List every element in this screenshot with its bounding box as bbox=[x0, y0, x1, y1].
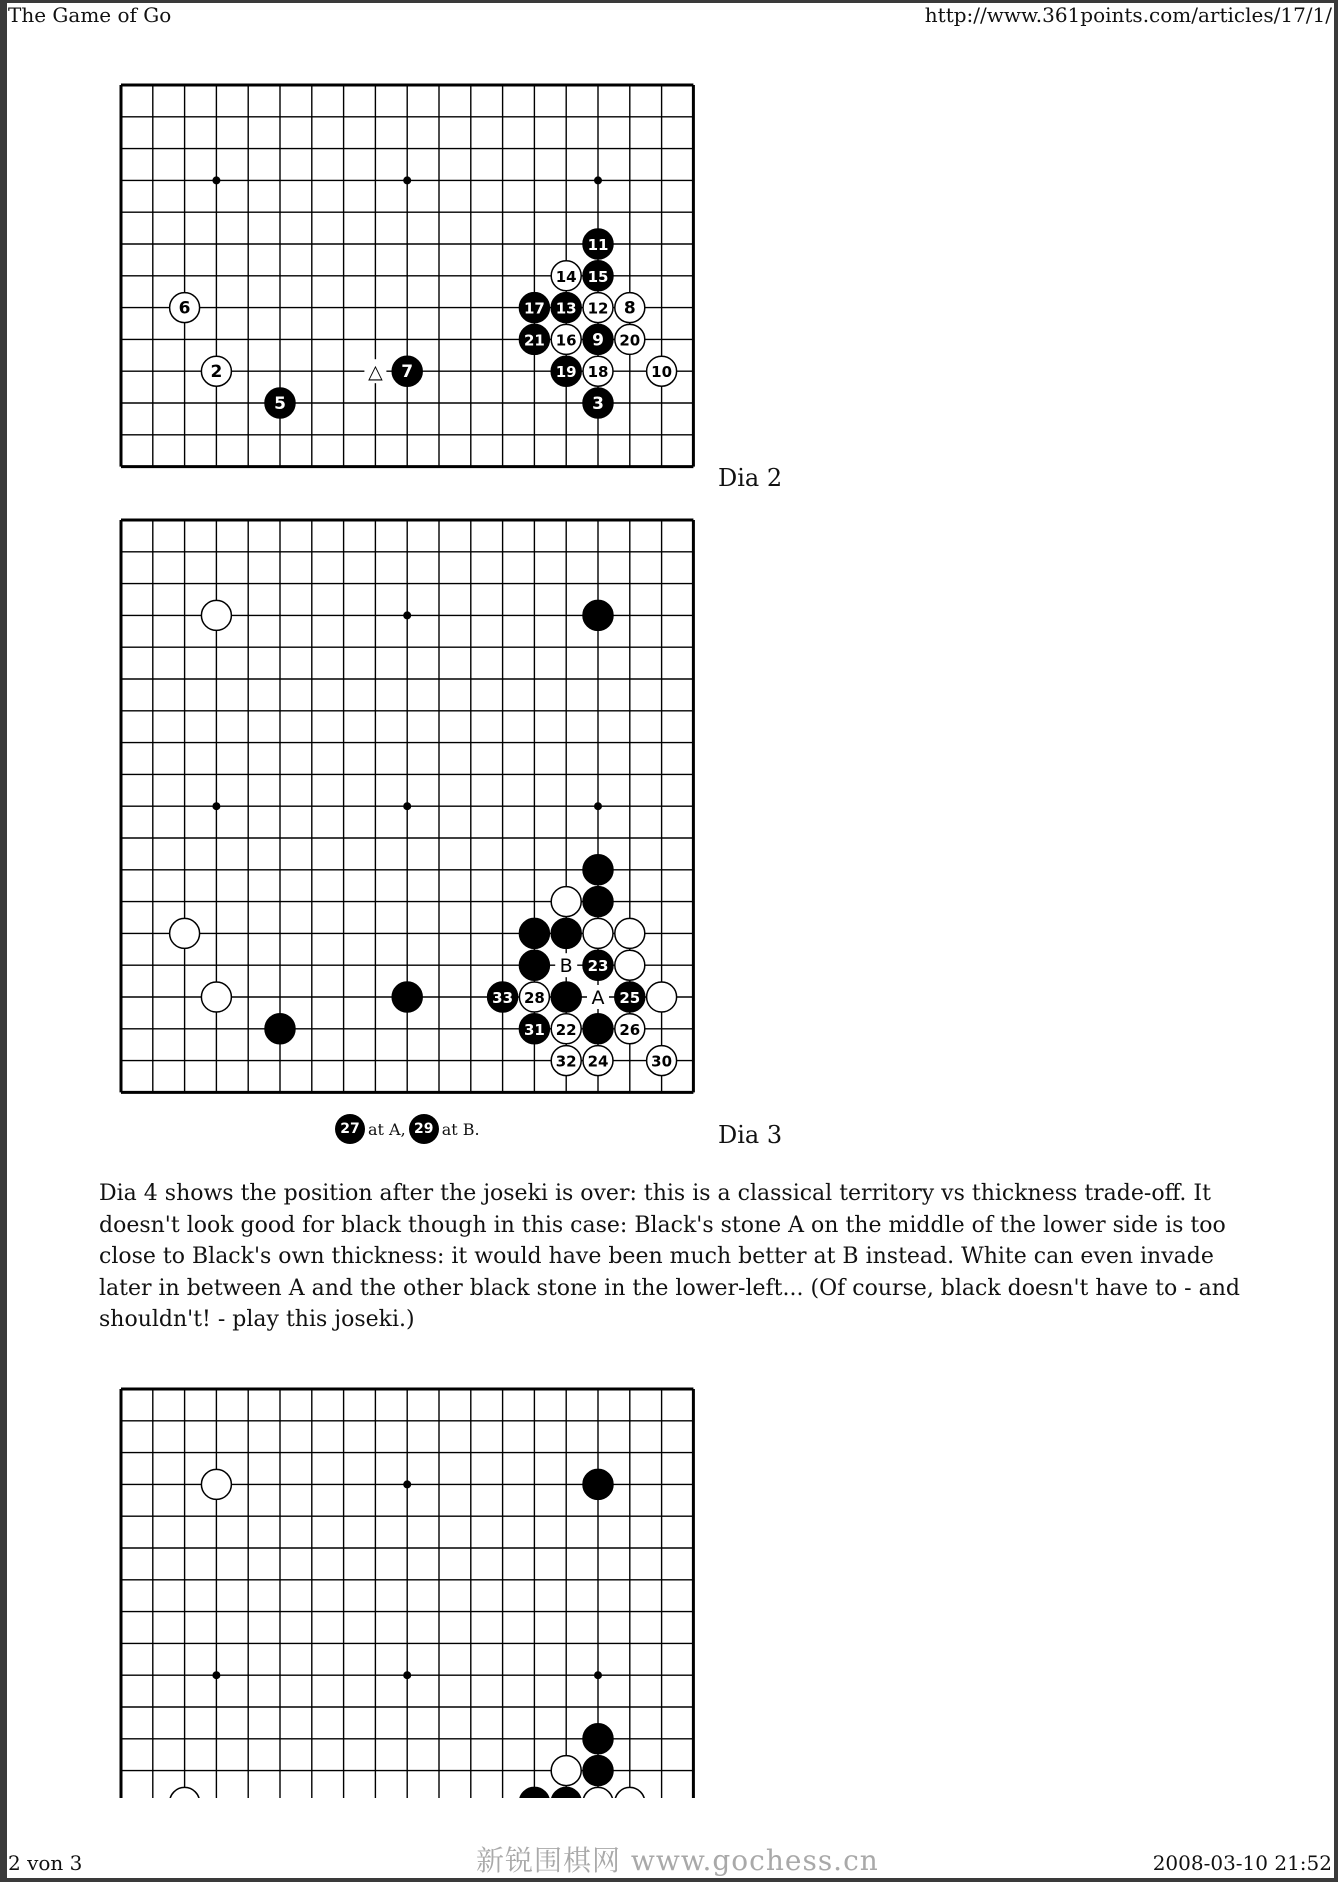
white-stone bbox=[583, 356, 613, 386]
move-number: 2 bbox=[210, 362, 223, 383]
hoshi-point bbox=[212, 802, 220, 810]
move-number: 3 bbox=[592, 394, 604, 414]
page-number: 2 von 3 bbox=[8, 1851, 83, 1875]
white-stone bbox=[583, 293, 613, 323]
body-paragraph: Dia 4 shows the position after the joseki is over: this is a classical territory vs thickness trade-off. It doesn't look good for black though in this case: Black's stone A on the middle of the lower side is too close to Black's own thickness: it would have been much better at B instead. White can even invade later in between A and the other black stone in the lower-left... (Of course, black doesn't have to - and shouldn't! - play this joseki.) bbox=[99, 1181, 1240, 1332]
white-stone bbox=[551, 324, 581, 354]
black-stone bbox=[583, 388, 613, 418]
white-stone bbox=[170, 1787, 200, 1798]
note-text: at B. bbox=[441, 1119, 480, 1139]
white-stone bbox=[647, 982, 677, 1012]
move-number: 28 bbox=[523, 989, 545, 1007]
black-stone bbox=[583, 1724, 613, 1754]
note-stone-black: 29 bbox=[409, 1114, 439, 1144]
move-note bbox=[335, 1114, 480, 1144]
move-number: 12 bbox=[587, 299, 609, 318]
move-number: 30 bbox=[651, 1052, 673, 1071]
black-stone bbox=[583, 1469, 613, 1499]
white-stone bbox=[201, 356, 231, 386]
black-stone bbox=[615, 982, 645, 1012]
hoshi-point bbox=[403, 611, 411, 619]
move-number: 24 bbox=[587, 1052, 609, 1071]
move-number: 19 bbox=[555, 363, 577, 382]
white-stone bbox=[583, 918, 613, 948]
white-stone bbox=[201, 600, 231, 630]
black-stone bbox=[551, 918, 581, 948]
white-stone bbox=[583, 1787, 613, 1798]
hoshi-point bbox=[403, 802, 411, 810]
hoshi-point bbox=[403, 1671, 411, 1679]
caption-dia3: Dia 3 bbox=[718, 1121, 783, 1149]
white-stone bbox=[615, 1014, 645, 1044]
hoshi-point bbox=[212, 176, 220, 184]
black-stone bbox=[519, 950, 549, 980]
hoshi-point bbox=[594, 802, 602, 810]
black-stone bbox=[583, 887, 613, 917]
white-stone bbox=[170, 918, 200, 948]
white-stone bbox=[201, 982, 231, 1012]
move-number: 32 bbox=[555, 1052, 577, 1071]
move-number: 14 bbox=[555, 267, 577, 286]
white-stone bbox=[170, 293, 200, 323]
move-number: 6 bbox=[178, 298, 191, 319]
white-stone bbox=[583, 1046, 613, 1076]
black-stone bbox=[583, 261, 613, 291]
move-number: 21 bbox=[523, 331, 545, 350]
white-stone bbox=[615, 1787, 645, 1798]
move-number: 5 bbox=[274, 394, 286, 414]
board-mark: A bbox=[591, 987, 605, 1009]
print-datetime: 2008-03-10 21:52 bbox=[1152, 1851, 1332, 1875]
hoshi-point bbox=[594, 1671, 602, 1679]
white-stone bbox=[551, 1756, 581, 1786]
page-title: The Game of Go bbox=[8, 3, 172, 27]
white-stone bbox=[647, 356, 677, 386]
black-stone bbox=[583, 229, 613, 259]
black-stone bbox=[488, 982, 518, 1012]
board-mark: B bbox=[559, 955, 573, 978]
white-stone bbox=[551, 1014, 581, 1044]
move-number: 18 bbox=[587, 363, 609, 382]
white-stone bbox=[647, 1046, 677, 1076]
watermark: 新锐围棋网 www.gochess.cn bbox=[476, 1844, 879, 1877]
move-number: 31 bbox=[523, 1020, 545, 1039]
black-stone bbox=[519, 293, 549, 323]
caption-dia2: Dia 2 bbox=[718, 464, 783, 492]
black-stone bbox=[583, 324, 613, 354]
move-number: 22 bbox=[555, 1020, 577, 1039]
move-number: 10 bbox=[651, 363, 673, 382]
black-stone bbox=[392, 356, 422, 386]
board-svg bbox=[118, 82, 696, 470]
white-stone bbox=[615, 324, 645, 354]
page-url[interactable]: http://www.361points.com/articles/17/1/ bbox=[924, 3, 1332, 27]
hoshi-point bbox=[403, 176, 411, 184]
move-number: 25 bbox=[619, 989, 641, 1007]
move-number: 23 bbox=[587, 957, 609, 976]
black-stone bbox=[519, 1787, 549, 1798]
black-stone bbox=[583, 950, 613, 980]
move-number: 16 bbox=[555, 331, 577, 350]
white-stone bbox=[201, 1469, 231, 1499]
black-stone bbox=[392, 982, 422, 1012]
hoshi-point bbox=[212, 1671, 220, 1679]
black-stone bbox=[583, 1756, 613, 1786]
black-stone bbox=[519, 1014, 549, 1044]
white-stone bbox=[551, 1046, 581, 1076]
white-stone bbox=[551, 261, 581, 291]
black-stone bbox=[519, 918, 549, 948]
hoshi-point bbox=[594, 176, 602, 184]
move-number: 8 bbox=[623, 298, 636, 319]
move-number: 13 bbox=[555, 299, 577, 318]
move-number: 7 bbox=[401, 362, 414, 383]
black-stone bbox=[583, 1014, 613, 1044]
hoshi-point bbox=[403, 1480, 411, 1488]
black-stone bbox=[551, 356, 581, 386]
board-svg bbox=[118, 517, 696, 1095]
white-stone bbox=[615, 918, 645, 948]
black-stone bbox=[583, 855, 613, 885]
move-number: 11 bbox=[587, 236, 609, 254]
window-frame-left bbox=[0, 0, 7, 1882]
go-board-dia2 bbox=[118, 82, 696, 470]
black-stone bbox=[551, 293, 581, 323]
black-stone bbox=[551, 1787, 581, 1798]
go-board-dia4 bbox=[118, 1386, 696, 1798]
window-frame-right bbox=[1334, 0, 1338, 1882]
white-stone bbox=[615, 950, 645, 980]
go-board-dia3 bbox=[118, 517, 696, 1095]
black-stone bbox=[265, 1014, 295, 1044]
move-number: 9 bbox=[592, 330, 604, 351]
black-stone bbox=[519, 324, 549, 354]
note-stone-black: 27 bbox=[335, 1114, 365, 1144]
board-svg bbox=[118, 1386, 696, 1798]
black-stone bbox=[551, 982, 581, 1012]
board-mark: △ bbox=[368, 361, 383, 384]
white-stone bbox=[519, 982, 549, 1012]
move-number: 26 bbox=[619, 1020, 641, 1039]
move-number: 33 bbox=[492, 989, 514, 1007]
note-text: at A, bbox=[368, 1119, 406, 1139]
black-stone bbox=[583, 600, 613, 630]
move-number: 15 bbox=[587, 267, 609, 286]
move-number: 20 bbox=[619, 331, 641, 350]
black-stone bbox=[265, 388, 295, 418]
white-stone bbox=[551, 887, 581, 917]
white-stone bbox=[615, 293, 645, 323]
move-number: 17 bbox=[523, 299, 545, 318]
